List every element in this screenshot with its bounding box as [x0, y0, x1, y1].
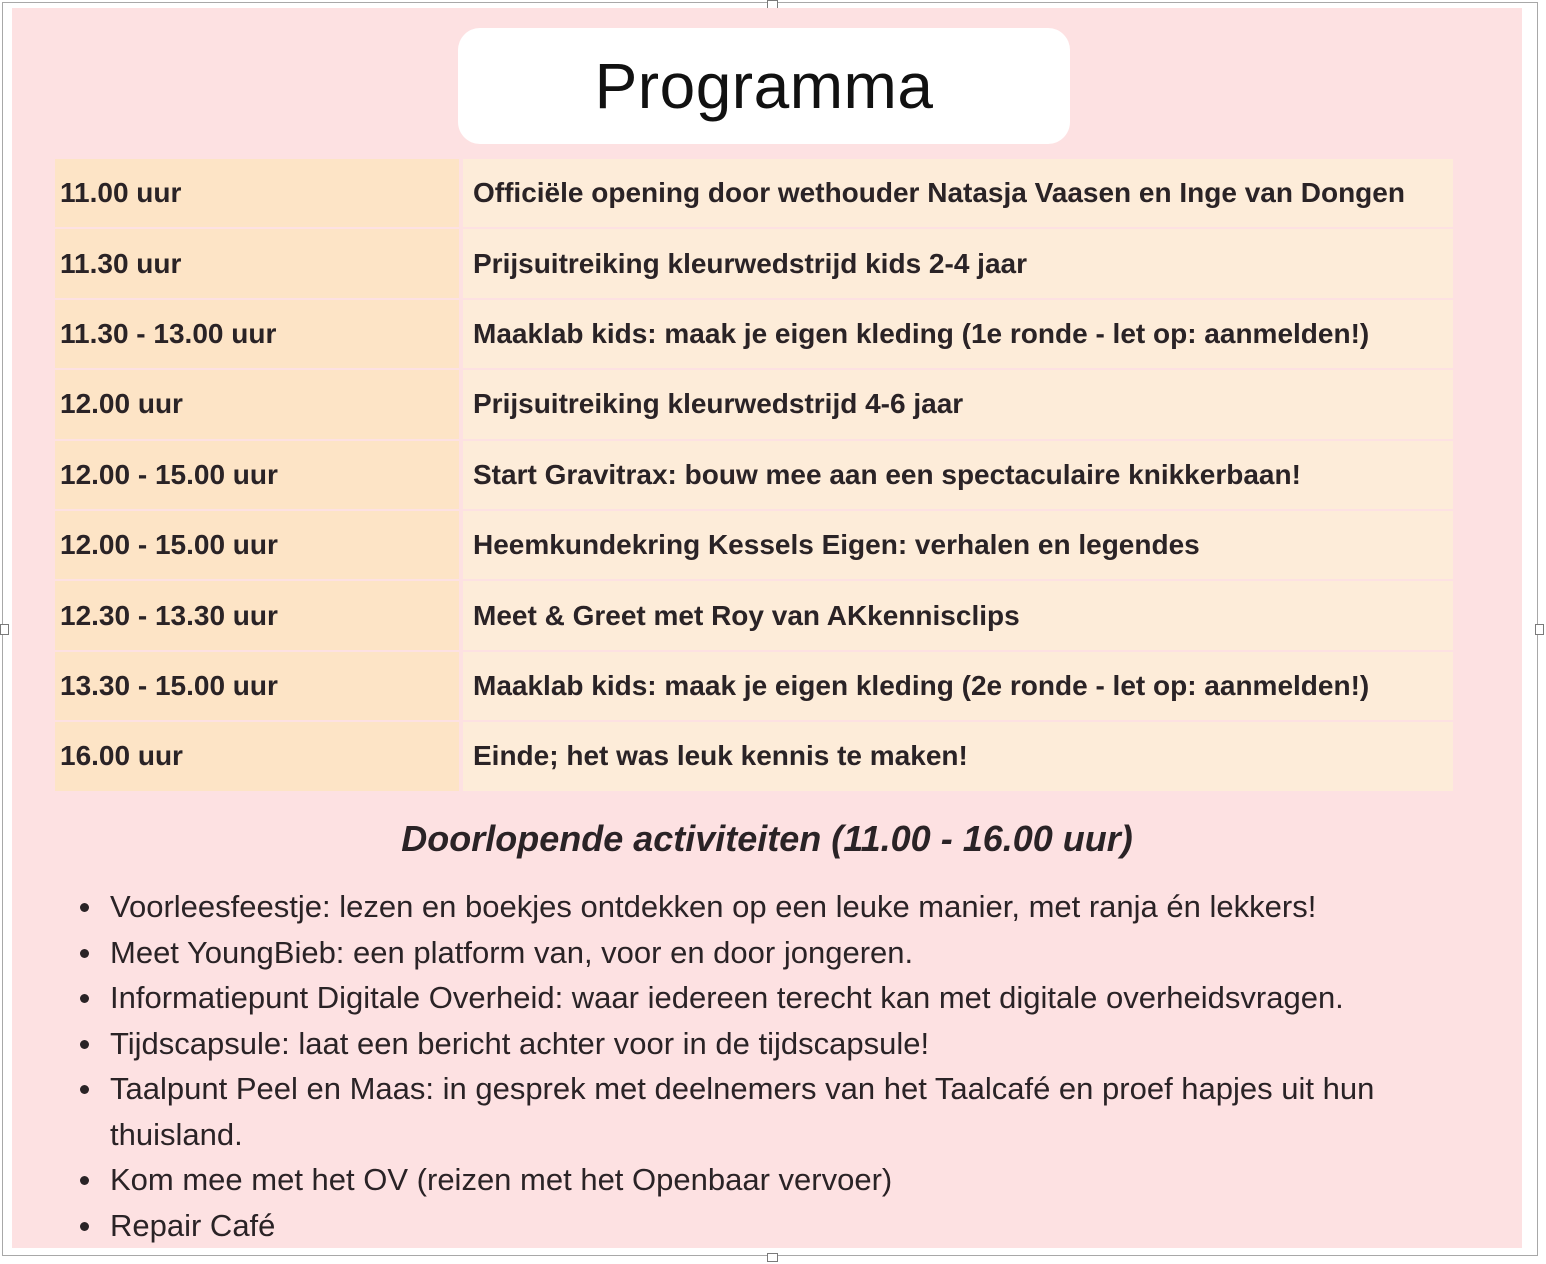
- schedule-activity: Einde; het was leuk kennis te maken!: [463, 722, 1453, 792]
- table-row: [55, 581, 1453, 651]
- schedule-time: 13.30 - 15.00 uur: [55, 652, 459, 722]
- bullet-icon: [80, 994, 89, 1003]
- list-item-text: Tijdscapsule: laat een bericht achter voor in de tijdscapsule!: [110, 1025, 930, 1061]
- schedule-time: 11.00 uur: [55, 159, 459, 229]
- schedule-activity: Prijsuitreiking kleurwedstrijd kids 2-4 jaar: [463, 229, 1453, 299]
- table-row: [55, 722, 1453, 792]
- list-item: [74, 1021, 1474, 1067]
- bullet-icon: [80, 1085, 89, 1094]
- list-item-text: Meet YoungBieb: een platform van, voor en door jongeren.: [110, 934, 914, 970]
- list-item-text: Informatiepunt Digitale Overheid: waar iedereen terecht kan met digitale overheidsvragen.: [110, 980, 1344, 1015]
- schedule-time: 11.30 - 13.00 uur: [55, 300, 459, 370]
- list-item-text: Voorleesfeestje: lezen en boekjes ontdekken op een leuke manier, met ranja én lekkers!: [110, 889, 1317, 924]
- schedule-activity: Start Gravitrax: bouw mee aan een spectaculaire knikkerbaan!: [463, 441, 1453, 511]
- list-item-text: Repair Café: [110, 1207, 276, 1243]
- ongoing-activities-list: [74, 884, 1474, 1248]
- list-item: [74, 975, 1474, 1021]
- program-flyer: [12, 8, 1522, 1248]
- list-item-text: Taalpunt Peel en Maas: in gesprek met deelnemers van het Taalcafé en proef hapjes uit hun thuisland.: [110, 1071, 1375, 1152]
- schedule-activity: Meet & Greet met Roy van AKkennisclips: [463, 581, 1453, 651]
- bullet-icon: [80, 1176, 89, 1185]
- resize-handle-left[interactable]: [0, 624, 9, 635]
- schedule-activity: Maaklab kids: maak je eigen kleding (1e ronde - let op: aanmelden!): [463, 300, 1453, 370]
- schedule-time: 12.00 uur: [55, 370, 459, 440]
- bullet-icon: [80, 1222, 89, 1231]
- ongoing-activities-heading: Doorlopende activiteiten (11.00 - 16.00 uur): [401, 818, 1133, 859]
- schedule-activity: Officiële opening door wethouder Natasja Vaasen en Inge van Dongen: [463, 159, 1453, 229]
- list-item: [74, 1066, 1474, 1157]
- table-row: [55, 370, 1453, 440]
- list-item-text: Kom mee met het OV (reizen met het Openbaar vervoer): [110, 1162, 893, 1197]
- resize-handle-bottom[interactable]: [767, 1253, 778, 1262]
- title-box: [458, 28, 1070, 144]
- schedule-time: 12.00 - 15.00 uur: [55, 441, 459, 511]
- bullet-icon: [80, 1040, 89, 1049]
- list-item: [74, 1203, 1474, 1249]
- schedule-table: [55, 159, 1453, 793]
- schedule-activity: Heemkundekring Kessels Eigen: verhalen en legendes: [463, 511, 1453, 581]
- schedule-activity: Prijsuitreiking kleurwedstrijd 4-6 jaar: [463, 370, 1453, 440]
- schedule-time: 11.30 uur: [55, 229, 459, 299]
- schedule-time: 12.00 - 15.00 uur: [55, 511, 459, 581]
- schedule-time: 16.00 uur: [55, 722, 459, 792]
- bullet-icon: [80, 903, 89, 912]
- bullet-icon: [80, 949, 89, 958]
- table-row: [55, 652, 1453, 722]
- page-title: Programma: [594, 50, 934, 122]
- table-row: [55, 511, 1453, 581]
- table-row: [55, 300, 1453, 370]
- list-item: [74, 1157, 1474, 1203]
- list-item: [74, 884, 1474, 930]
- schedule-time: 12.30 - 13.30 uur: [55, 581, 459, 651]
- schedule-activity: Maaklab kids: maak je eigen kleding (2e ronde - let op: aanmelden!): [463, 652, 1453, 722]
- table-row: [55, 441, 1453, 511]
- table-row: [55, 159, 1453, 229]
- list-item: [74, 930, 1474, 976]
- table-row: [55, 229, 1453, 299]
- resize-handle-right[interactable]: [1535, 624, 1544, 635]
